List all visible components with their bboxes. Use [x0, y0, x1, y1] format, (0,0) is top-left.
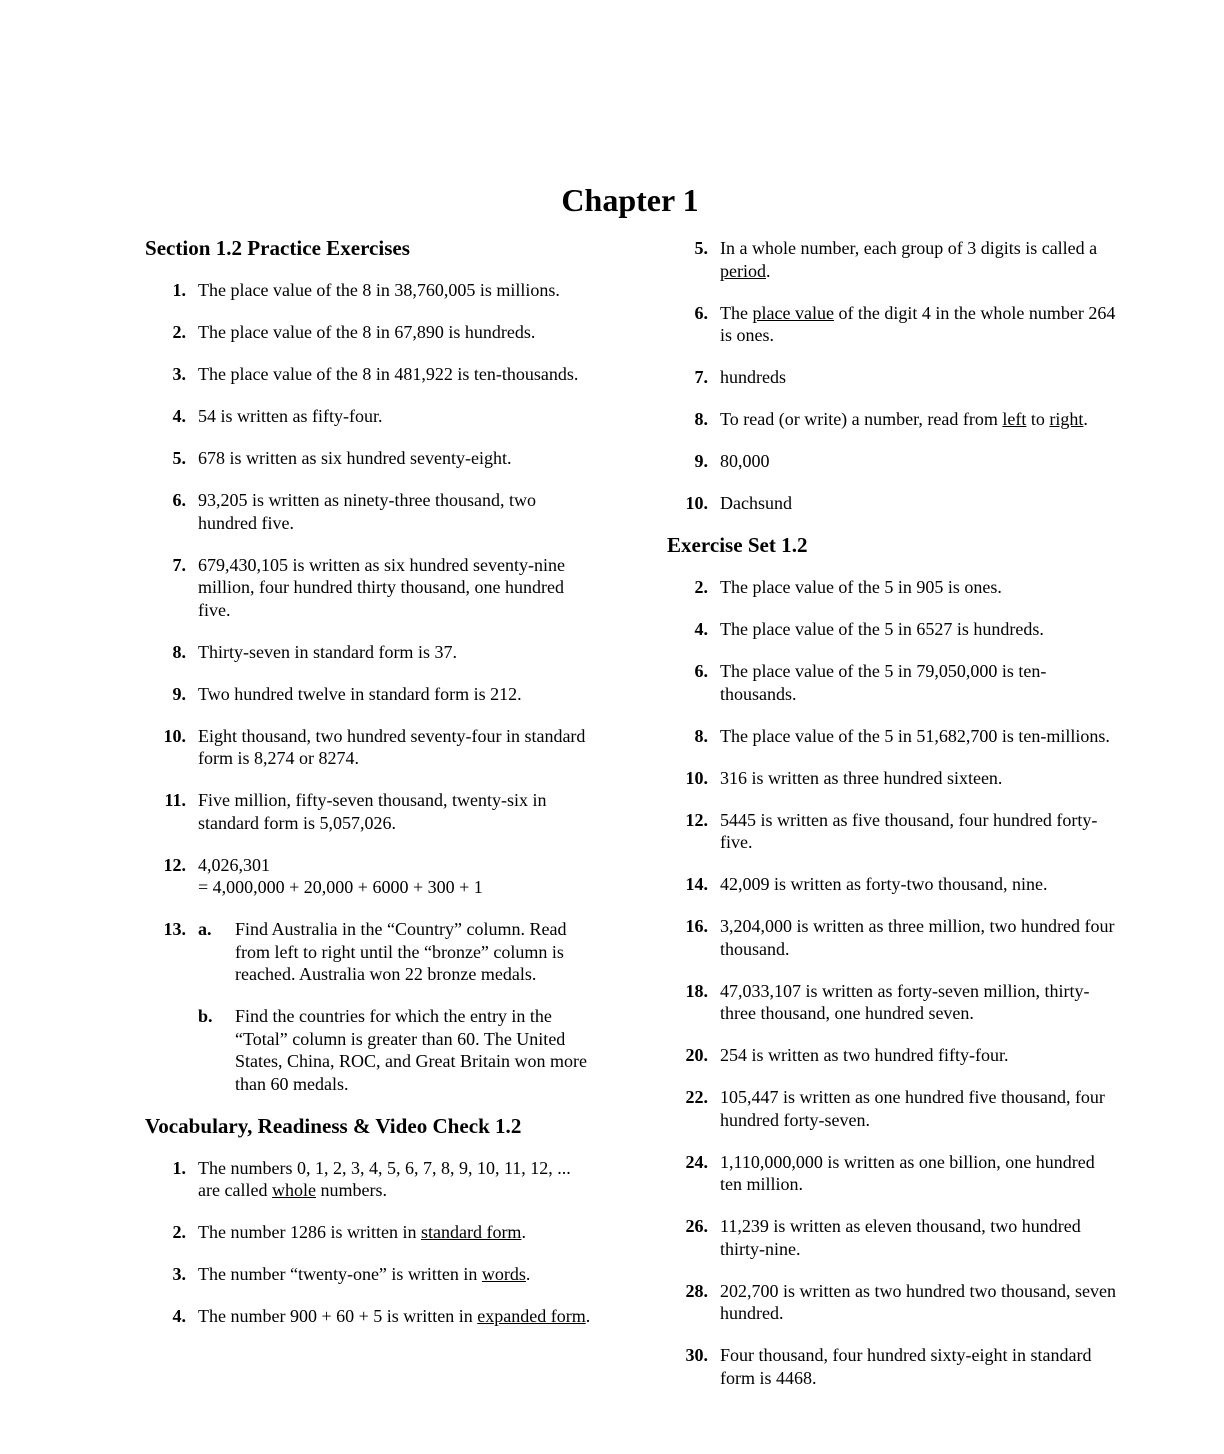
item-text: to: [1026, 409, 1050, 429]
list-item: [667, 873, 1117, 896]
list-item: [145, 447, 595, 470]
sub-item-text: Find the countries for which the entry in the “Total” column is greater than 60. The United States, China, ROC, and Great Britain won more than 60 medals.: [235, 1006, 587, 1094]
item-number: 5.: [172, 448, 186, 468]
section-heading-vocabulary: Vocabulary, Readiness & Video Check 1.2: [145, 1113, 522, 1138]
list-item: [667, 1086, 1117, 1131]
list-item: [667, 767, 1117, 790]
sub-item-text: Find Australia in the “Country” column. Read from left to right until the “bronze” column is reached. Australia won 22 bronze medals.: [235, 919, 567, 984]
item-number: 3.: [172, 364, 186, 384]
item-text: 105,447 is written as one hundred five thousand, four hundred forty-seven.: [720, 1087, 1105, 1130]
item-number: 7.: [172, 554, 186, 575]
sub-item-label: a.: [198, 919, 212, 939]
item-number: 4.: [172, 406, 186, 426]
item-text: of the digit 4 in the whole number 264 is ones.: [720, 302, 1116, 345]
item-text: Eight thousand, two hundred seventy-four in standard form is 8,274 or 8274.: [198, 725, 586, 768]
list-item: [667, 1151, 1117, 1196]
item-number: 4.: [694, 619, 708, 639]
underlined-answer: period: [720, 260, 766, 281]
item-number: 5.: [694, 238, 708, 258]
item-text: 80,000: [720, 451, 770, 471]
item-number: 2.: [694, 577, 708, 597]
item-number: 26.: [685, 1216, 708, 1236]
item-number: 8.: [694, 725, 708, 746]
list-item: [667, 408, 1117, 431]
list-item: [667, 1044, 1117, 1067]
item-text: 42,009 is written as forty-two thousand, nine.: [720, 874, 1048, 894]
item-number: 6.: [172, 490, 186, 510]
item-number: 24.: [685, 1151, 708, 1172]
list-item: [145, 854, 595, 899]
item-text: Two hundred twelve in standard form is 212.: [198, 683, 522, 704]
item-text: To read (or write) a number, read from: [720, 409, 1003, 429]
list-item: [145, 1157, 595, 1202]
item-text: Dachsund: [720, 493, 792, 513]
item-text: The number “twenty-one” is written in: [198, 1264, 482, 1284]
vocabulary-list-continued: [667, 237, 1117, 515]
item-number: 4.: [172, 1306, 186, 1326]
underlined-answer: place value: [752, 302, 834, 323]
vocabulary-list: [145, 1157, 595, 1328]
underlined-answer: right: [1049, 409, 1084, 429]
item-number: 20.: [685, 1045, 708, 1065]
item-text: 3,204,000 is written as three million, two hundred four thousand.: [720, 916, 1115, 959]
item-number: 8.: [172, 641, 186, 662]
item-text: The number 900 + 60 + 5 is written in: [198, 1306, 478, 1326]
item-text: The: [720, 302, 753, 323]
item-text: 316 is written as three hundred sixteen.: [720, 767, 1003, 788]
item-text: The place value of the 5 in 51,682,700 is ten-millions.: [720, 725, 1110, 746]
item-number: 7.: [694, 367, 708, 387]
list-item: [145, 1305, 595, 1328]
item-number: 22.: [685, 1087, 708, 1107]
item-text: hundreds: [720, 367, 786, 387]
item-text: 93,205 is written as ninety-three thousand, two hundred five.: [198, 490, 536, 533]
expanded-form-line-1: 4,026,301: [198, 854, 270, 875]
item-number: 14.: [685, 874, 708, 894]
item-text: In a whole number, each group of 3 digits is called a: [720, 238, 1098, 258]
left-column: [145, 237, 595, 1328]
section-heading-exercise-set: Exercise Set 1.2: [667, 533, 808, 557]
underlined-answer: words: [481, 1264, 526, 1284]
item-text: The place value of the 5 in 79,050,000 is ten-thousands.: [720, 661, 1047, 704]
item-number: 8.: [694, 409, 708, 429]
list-item: [145, 554, 595, 622]
item-number: 16.: [685, 916, 708, 936]
item-text: 679,430,105 is written as six hundred seventy-nine million, four hundred thirty thousand, one hundred five.: [198, 554, 565, 620]
page-title: Chapter 1: [561, 182, 699, 218]
underlined-answer: standard form: [420, 1222, 522, 1242]
underlined-answer: left: [1002, 409, 1027, 429]
item-number: 2.: [172, 1222, 186, 1242]
sub-item-b: [198, 1005, 595, 1095]
item-number: 28.: [685, 1280, 708, 1301]
list-item: [667, 980, 1117, 1025]
item-text: The number 1286 is written in: [198, 1222, 421, 1242]
item-number: 12.: [163, 854, 186, 875]
item-text: The numbers 0, 1, 2, 3, 4, 5, 6, 7, 8, 9, 10, 11, 12, ... are called: [198, 1157, 571, 1200]
sub-item-a: [198, 918, 595, 986]
exercise-set-list: [667, 576, 1117, 1389]
list-item: [667, 366, 1117, 389]
item-text: 54 is written as fifty-four.: [198, 406, 383, 426]
list-item: [667, 1280, 1117, 1325]
list-item: [667, 1344, 1117, 1389]
item-text: Five million, fifty-seven thousand, twenty-six in standard form is 5,057,026.: [198, 790, 547, 833]
list-item: [667, 576, 1117, 599]
item-text: .: [765, 260, 771, 281]
item-text: The place value of the 8 in 38,760,005 is millions.: [198, 280, 560, 300]
item-text: The place value of the 8 in 67,890 is hundreds.: [198, 322, 536, 342]
item-text: 254 is written as two hundred fifty-four.: [720, 1045, 1009, 1065]
list-item: [145, 321, 595, 344]
item-text: 678 is written as six hundred seventy-eight.: [198, 448, 512, 468]
item-number: 18.: [685, 980, 708, 1001]
item-text: 1,110,000,000 is written as one billion, one hundred ten million.: [720, 1151, 1095, 1194]
list-item: [145, 789, 595, 834]
list-item: [145, 363, 595, 386]
item-number: 9.: [694, 451, 708, 471]
underlined-answer: whole: [271, 1180, 316, 1200]
item-number: 1.: [172, 280, 186, 300]
item-number: 10.: [685, 767, 708, 788]
list-item: [145, 918, 595, 1095]
list-item: [667, 237, 1117, 282]
list-item: [145, 279, 595, 302]
item-number: 11.: [164, 790, 186, 810]
item-number: 30.: [685, 1345, 708, 1365]
list-item: [667, 302, 1117, 347]
item-text: The place value of the 8 in 481,922 is ten-thousands.: [198, 364, 579, 384]
item-text: numbers.: [315, 1180, 387, 1200]
item-text: Thirty-seven in standard form is 37.: [198, 641, 457, 662]
list-item: [667, 915, 1117, 960]
practice-exercises-list: [145, 279, 595, 1095]
list-item: [667, 1215, 1117, 1260]
item-text: .: [525, 1264, 531, 1284]
right-column: [667, 237, 1117, 1389]
list-item: [145, 641, 595, 664]
item-number: 6.: [694, 302, 708, 323]
item-number: 1.: [172, 1157, 186, 1178]
item-number: 3.: [172, 1264, 186, 1284]
list-item: [145, 489, 595, 534]
item-text: 11,239 is written as eleven thousand, two hundred thirty-nine.: [720, 1216, 1081, 1259]
list-item: [667, 450, 1117, 473]
item-number: 6.: [694, 661, 708, 681]
item-text: .: [1083, 409, 1088, 429]
item-number: 13.: [163, 919, 186, 939]
item-text: 5445 is written as five thousand, four hundred forty-five.: [720, 809, 1098, 852]
item-text: 47,033,107 is written as forty-seven million, thirty-three thousand, one hundred seven.: [720, 980, 1090, 1023]
list-item: [667, 725, 1117, 748]
list-item: [667, 618, 1117, 641]
item-number: 12.: [685, 809, 708, 830]
item-text: The place value of the 5 in 6527 is hundreds.: [720, 619, 1044, 639]
item-number: 2.: [172, 322, 186, 342]
item-number: 10.: [163, 725, 186, 746]
list-item: [667, 492, 1117, 515]
item-number: 10.: [685, 493, 708, 513]
list-item: [145, 1263, 595, 1286]
sub-item-label: b.: [198, 1006, 213, 1026]
list-item: [667, 809, 1117, 854]
item-number: 9.: [172, 683, 186, 704]
underlined-answer: expanded form: [477, 1306, 586, 1326]
expanded-form-line-2: = 4,000,000 + 20,000 + 6000 + 300 + 1: [198, 877, 483, 897]
list-item: [145, 405, 595, 428]
item-text: .: [521, 1222, 526, 1242]
item-text: The place value of the 5 in 905 is ones.: [720, 577, 1002, 597]
item-text: .: [585, 1306, 591, 1326]
list-item: [145, 725, 595, 770]
list-item: [667, 660, 1117, 705]
item-text: Four thousand, four hundred sixty-eight in standard form is 4468.: [720, 1345, 1092, 1388]
item-text: 202,700 is written as two hundred two thousand, seven hundred.: [720, 1280, 1116, 1323]
list-item: [145, 1221, 595, 1244]
section-heading-practice: Section 1.2 Practice Exercises: [145, 236, 410, 260]
list-item: [145, 683, 595, 706]
